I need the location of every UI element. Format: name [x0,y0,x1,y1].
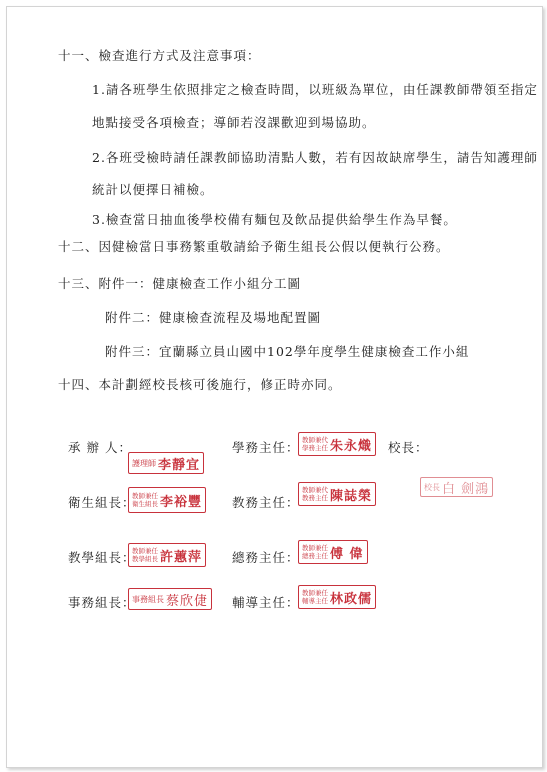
teaching-stamp-role-b: 教務主任 [302,494,328,502]
section-13-attachment-2: 附件二：健康檢查流程及場地配置圖 [105,310,322,325]
affairs-section-chief-stamp [128,588,212,610]
teaching-stamp-name: 陳誌榮 [330,488,373,504]
academic-stamp-role-b: 學務主任 [302,444,328,452]
section-11-heading: 十一、檢查進行方式及注意事項： [58,48,261,63]
teaching-director-stamp [298,482,376,506]
general-affairs-director-stamp [298,540,368,564]
health-section-chief-label: 衛生組長： [68,495,136,510]
general-affairs-director-label: 總務主任： [232,550,300,565]
principal-label: 校長： [388,440,429,455]
curriculum-section-chief-stamp [128,543,206,567]
section-14: 十四、本計劃經校長核可後施行，修正時亦同。 [58,377,342,392]
curriculum-stamp-role-a: 教師兼任 [132,547,158,555]
principal-stamp-role: 校長 [424,482,440,492]
affairs-section-chief-label: 事務組長： [68,595,136,610]
general-stamp-name: 傅 偉 [330,546,364,562]
organizer-stamp [128,452,204,474]
section-11-item-1-line-1: 1.請各班學生依照排定之檢查時間，以班級為單位，由任課教師帶領至指定 [92,82,538,97]
counseling-stamp-role-a: 教師兼任 [302,589,328,597]
general-stamp-role-b: 總務主任 [302,552,328,560]
principal-stamp-name: 白 劍鴻 [442,481,490,497]
principal-stamp [420,477,493,497]
section-11-item-2-line-1: 2.各班受檢時請任課教師協助清點人數，若有因故缺席學生，請告知護理師 [92,150,538,165]
academic-director-stamp [298,432,376,456]
curriculum-stamp-name: 許蕙萍 [160,549,203,565]
academic-stamp-role-a: 教師兼代 [302,436,328,444]
organizer-label: 承 辦 人： [68,440,132,455]
teaching-stamp-role-a: 教師兼代 [302,486,328,494]
counseling-director-label: 輔導主任： [232,595,300,610]
counseling-stamp-name: 林政儒 [330,591,373,607]
health-stamp-role-a: 教師兼任 [132,492,158,500]
organizer-stamp-role: 護理師 [132,458,156,468]
section-11-item-1-line-2: 地點接受各項檢查；導師若沒課歡迎到場協助。 [92,115,376,130]
section-11-item-3: 3.檢查當日抽血後學校備有麵包及飲品提供給學生作為早餐。 [92,212,457,227]
section-11-item-2-line-2: 統計以便擇日補檢。 [92,182,214,197]
health-stamp-role-b: 衛生組長 [132,500,158,508]
general-stamp-role-a: 教師兼任 [302,544,328,552]
health-stamp-name: 李裕豐 [160,494,203,510]
academic-director-label: 學務主任： [232,440,300,455]
curriculum-stamp-role-b: 教學組長 [132,555,158,563]
health-section-chief-stamp [128,487,206,513]
section-13-attachment-3: 附件三：宜蘭縣立員山國中102學年度學生健康檢查工作小組 [105,344,470,359]
affairs-stamp-role: 事務組長 [132,594,164,604]
teaching-director-label: 教務主任： [232,495,300,510]
curriculum-section-chief-label: 教學組長： [68,550,136,565]
organizer-stamp-name: 李靜宜 [158,457,201,473]
counseling-director-stamp [298,585,376,609]
section-12: 十二、因健檢當日事務繁重敬請給予衛生組長公假以便執行公務。 [58,239,450,254]
section-13-attachment-1: 十三、附件一：健康檢查工作小組分工圖 [58,276,302,291]
counseling-stamp-role-b: 輔導主任 [302,597,328,605]
academic-stamp-name: 朱永熾 [330,438,373,454]
affairs-stamp-name: 蔡欣倢 [166,593,209,609]
